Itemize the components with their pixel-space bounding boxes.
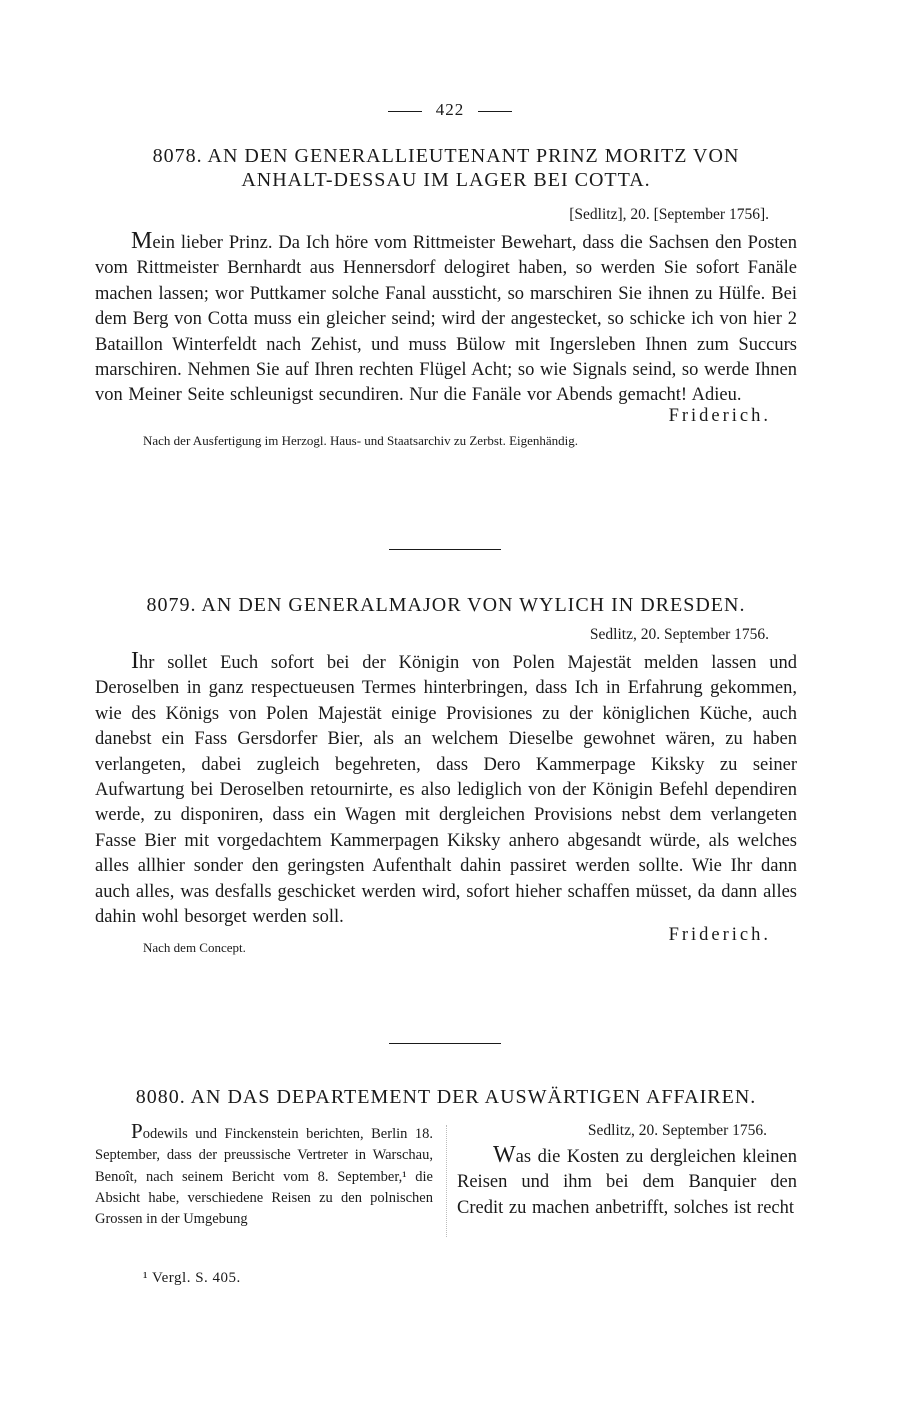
section-divider — [389, 549, 501, 550]
letter-8078-heading-line1: 8078. AN DEN GENERALLIEUTENANT PRINZ MORITZ VON — [152, 145, 740, 167]
letter-8079-heading: 8079. AN DEN GENERALMAJOR VON WYLICH IN DRESDEN. — [146, 594, 746, 616]
letter-8079 — [95, 593, 797, 956]
column-separator — [446, 1125, 447, 1237]
letter-8078-signature: Friderich. — [668, 405, 771, 426]
letter-8078-heading-line2: ANHALT-DESSAU IM LAGER BEI COTTA. — [241, 169, 651, 191]
letter-8080-body — [457, 1142, 797, 1221]
letter-8080-summary-text: odewils und Finckenstein berichten, Berlin 18. September, dass der preussische Vertreter in Warschau, Benoît, nach seinem Bericht vom 8. September,¹ die Absicht habe, verschiedene Reisen zu den polnischen Grossen in der Umgebung — [95, 1126, 433, 1228]
page-number — [0, 100, 900, 120]
letter-8079-source-note: Nach dem Concept. — [143, 940, 246, 956]
letter-8079-dateline: Sedlitz, 20. September 1756. — [589, 626, 769, 643]
letter-8080-summary-dropcap: P — [131, 1119, 143, 1143]
letter-8080-dropcap: W — [493, 1142, 516, 1168]
page-number-dash-right — [478, 111, 512, 112]
letter-8078-body — [95, 228, 797, 409]
page-number-text: 422 — [435, 100, 465, 119]
letter-8080-body-text: as die Kosten zu dergleichen kleinen Reisen und ihm bei dem Banquier den Credit zu machen anbetrifft, solches ist recht — [457, 1147, 797, 1218]
footnote: ¹ Vergl. S. 405. — [143, 1270, 241, 1286]
letter-8078-source-note: Nach der Ausfertigung im Herzogl. Haus- und Staatsarchiv zu Zerbst. Eigenhändig. — [143, 432, 579, 448]
letter-8080-summary — [95, 1121, 433, 1230]
letter-8080-main — [457, 1121, 797, 1221]
letter-8080 — [95, 1085, 797, 1109]
letter-8079-signature: Friderich. — [668, 925, 771, 946]
letter-8079-dropcap: I — [131, 648, 139, 674]
page-number-dash-left — [388, 111, 422, 112]
letter-8079-body — [95, 648, 797, 930]
letter-8078 — [95, 144, 797, 449]
letter-8080-dateline: Sedlitz, 20. September 1756. — [587, 1122, 767, 1139]
letter-8079-body-text: hr sollet Euch sofort bei der Königin von Polen Majestät melden lassen und Deroselben in ganz respectueusen Termes hinterbringen, dass Ich in Erfahrung gekommen, wie des Königs von Polen Majestät einige Provisiones zu der königlichen Küche, auch danebst ein Fass Gersdorfer Bier, als an welchem Dieselbe gewohnet wären, zu haben verlangeten, dabei zugleich begehreten, dass Dero Kammerpage Kiksky zu seiner Aufwartung bei Deroselben retournirte, es also lediglich von der Königin Befehl dependiren werde, zu disponiren, dass ein Wagen mit dergleichen Provisions nebst dem verlangeten Fasse Bier mit vorgedachtem Kammerpagen Kiksky anhero abgesandt würde, als welches alles allhier sonder den geringsten Aufenthalt dahin passiret werden sollte. Wie Ihr dann auch alles, was desfalls geschicket werden wird, sofort hieher schaffen müsset, da dann alles dahin wohl besorget werden soll. — [95, 653, 797, 928]
letter-8080-heading: 8080. AN DAS DEPARTEMENT DER AUSWÄRTIGEN AFFAIREN. — [135, 1086, 757, 1108]
section-divider — [389, 1043, 501, 1044]
letter-8078-body-text: ein lieber Prinz. Da Ich höre vom Rittmeister Bewehart, dass die Sachsen den Posten vom Rittmeister Bernhardt aus Hennersdorf delogiret haben, so werden Sie sofort Fanäle machen lassen; wor Puttkamer solche Fanal aussticht, so marschiren Sie ihnen zu Hülfe. Bei dem Berg von Cotta muss ein gleicher seind; wird der angestecket, so schicke ich von hier 2 Bataillon Winterfeldt nach Zehist, und muss Bülow mit Ingersleben Ihnen zum Succurs marschiren. Nehmen Sie auf Ihren rechten Flügel Acht; so wie Signals seind, so werde Ihnen von Meiner Seite schleunigst secundiren. Nur die Fanäle vor Abends gemacht! Adieu. — [95, 233, 797, 406]
letter-8078-dateline: [Sedlitz], 20. [September 1756]. — [569, 206, 769, 223]
letter-8078-dropcap: M — [131, 228, 153, 254]
